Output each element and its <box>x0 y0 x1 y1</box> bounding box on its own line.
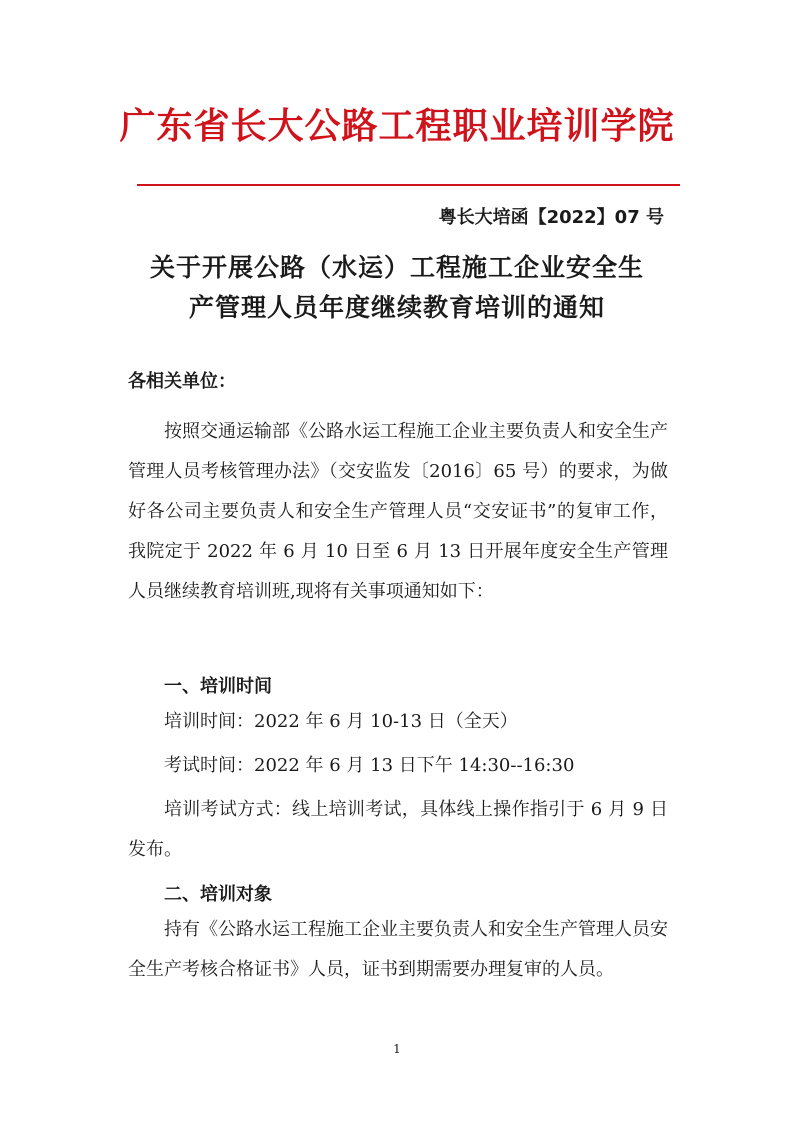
intro-paragraph-block <box>128 412 668 612</box>
exam-method-line: 培训考试方式：线上培训考试，具体线上操作指引于 6 月 9 日发布。 <box>128 799 668 860</box>
intro-paragraph: 按照交通运输部《公路水运工程施工企业主要负责人和安全生产管理人员考核管理办法》（交安监发〔2016〕65 号）的要求，为做好各公司主要负责人和安全生产管理人员“交安证书”的复审工作，我院定于 2022 年 6 月 10 日至 6 月 13 日开展年度安全生产管理人员继续教育培训班,现将有关事项通知如下： <box>128 421 668 602</box>
exam-time-line: 考试时间：2022 年 6 月 13 日下午 14:30--16:30 <box>164 755 575 776</box>
page-number: 1 <box>393 1042 401 1056</box>
target-block <box>128 910 668 990</box>
document-number: 粤长大培函【2022】07 号 <box>438 207 664 228</box>
salutation: 各相关单位： <box>128 371 236 392</box>
red-divider <box>137 184 680 186</box>
training-time-line: 培训时间：2022 年 6 月 10-13 日（全天） <box>164 711 518 732</box>
section-heading-training-time: 一、培训时间 <box>164 676 272 697</box>
method-block <box>128 790 668 870</box>
section-heading-target: 二、培训对象 <box>164 884 272 905</box>
document-title-line-1: 关于开展公路（水运）工程施工企业安全生 <box>149 253 644 282</box>
target-paragraph: 持有《公路水运工程施工企业主要负责人和安全生产管理人员安全生产考核合格证书》人员，证书到期需要办理复审的人员。 <box>128 919 668 980</box>
document-title-line-2: 产管理人员年度继续教育培训的通知 <box>188 293 605 322</box>
org-name-header: 广东省长大公路工程职业培训学院 <box>119 106 675 147</box>
